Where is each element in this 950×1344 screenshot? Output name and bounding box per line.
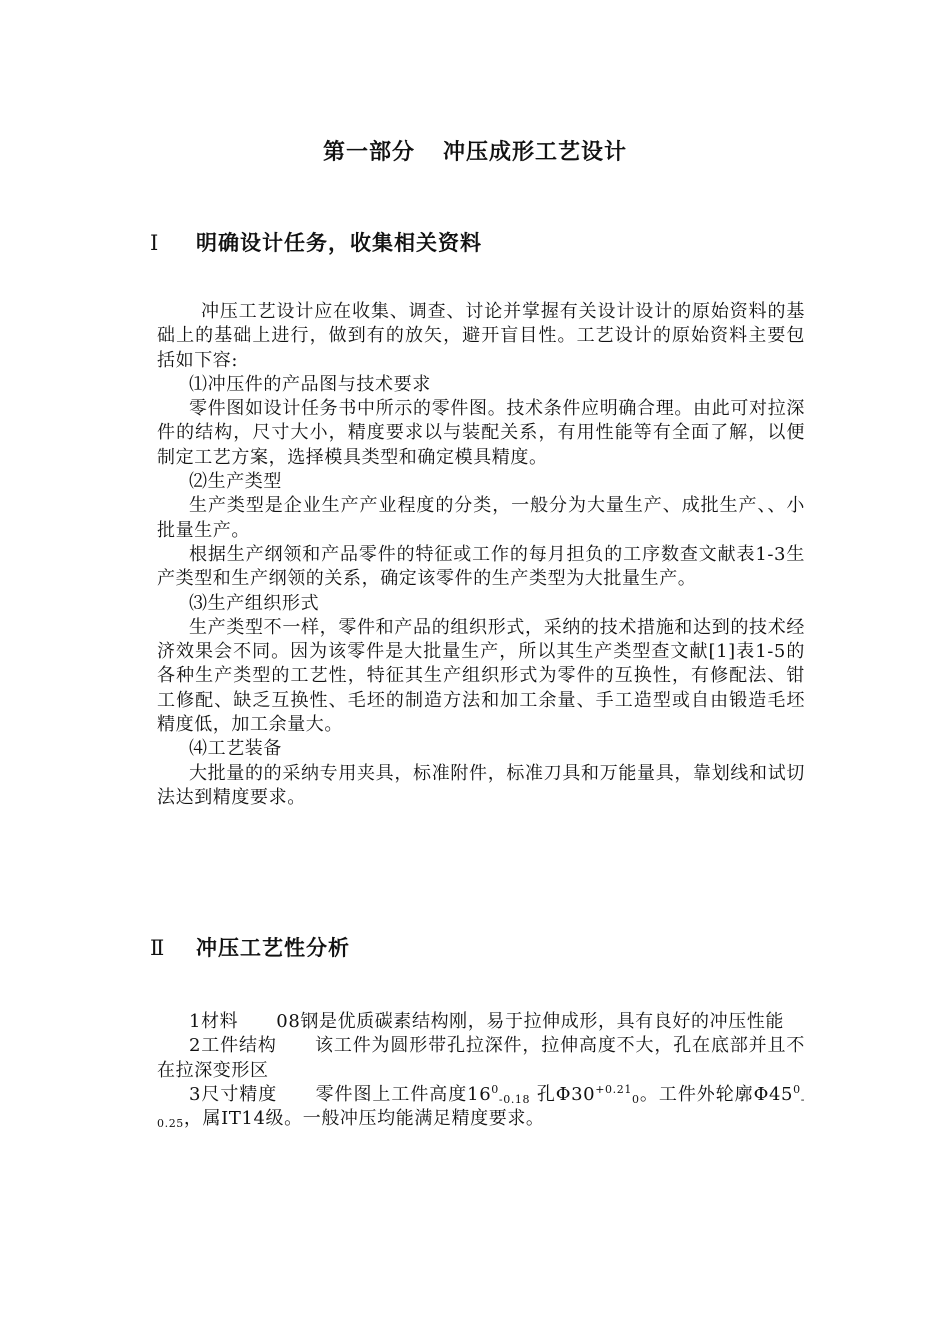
material-label: 1材料 [189,1011,239,1032]
precision-text-b: 孔Φ30 [536,1083,596,1105]
precision-text-c: 。工件外轮廓Φ45 [639,1083,794,1105]
tolerance-upper-1: 0 [491,1082,499,1096]
tolerance-lower-3: -0.25 [157,1092,806,1131]
title-part: 第一部分 [322,140,415,165]
precision-label: 3尺寸精度 [189,1083,278,1105]
page-title [0,135,950,166]
section-2-body [157,1010,805,1131]
section-2-title: 冲压工艺性分析 [196,936,350,960]
item-4-title: ⑷工艺装备 [189,738,282,760]
item-4-paragraph: 大批量的的采纳专用夹具，标准附件，标准刀具和万能量具，靠划线和试切法达到精度要求。 [157,762,805,808]
precision-text-d: ，属IT14级。一般冲压均能满足精度要求。 [183,1108,545,1130]
item-2-paragraph-2: 根据生产纲领和产品零件的特征或工作的每月担负的工序数查文献表1-3生产类型和生产纲领的关系，确定该零件的生产类型为大批量生产。 [157,543,805,590]
precision-text-a: 零件图上工件高度16 [315,1083,492,1105]
tolerance-upper-3: 0 [793,1082,801,1096]
item-1-paragraph: 零件图如设计任务书中所示的零件图。技术条件应明确合理。由此可对拉深件的结构，尺寸大小，精度要求以与装配关系，有用性能等有全面了解，以便制定工艺方案，选择模具类型和确定模具精度。 [157,398,805,468]
intro-paragraph: 冲压工艺设计应在收集、调查、讨论并掌握有关设计设计的原始资料的基础上的基础上进行，做到有的放矢，避开盲目性。工艺设计的原始资料主要包括如下容: [157,301,805,371]
structure-paragraph [157,1034,805,1083]
section-2-number: Ⅱ [150,936,166,960]
material-paragraph [157,1010,805,1034]
structure-text: 该工件为圆形带孔拉深件，拉伸高度不大，孔在底部并且不在拉深变形区 [157,1035,805,1081]
item-2-title: ⑵生产类型 [189,471,282,493]
section-1-body [157,300,805,810]
structure-label: 2工件结构 [189,1035,277,1057]
section-1-heading [150,227,482,257]
tolerance-upper-2: +0.21 [595,1082,632,1096]
item-2-paragraph-1: 生产类型是企业生产产业程度的分类，一般分为大量生产、成批生产、、小批量生产。 [157,495,805,541]
section-2-heading [150,932,350,962]
tolerance-lower-2: 0 [631,1092,640,1106]
section-1-number: Ⅰ [150,231,160,255]
material-text: 08钢是优质碳素结构刚，易于拉伸成形，具有良好的冲压性能 [276,1011,784,1032]
section-1-title: 明确设计任务，收集相关资料 [196,231,482,255]
item-1-title: ⑴冲压件的产品图与技术要求 [189,373,431,395]
title-text: 冲压成形工艺设计 [443,140,628,165]
tolerance-lower-1: -0.18 [498,1092,531,1106]
precision-paragraph [157,1083,805,1132]
item-3-paragraph: 生产类型不一样，零件和产品的组织形式，采纳的技术措施和达到的技术经济效果会不同。因为该零件是大批量生产，所以其生产类型查文献[1]表1-5的各种生产类型的工艺性，特征其生产组织形式为零件的互换性，有修配法、钳工修配、缺乏互换性、毛坯的制造方法和加工余量、手工造型或自由锻造毛坯精度低，加工余量大。 [157,616,805,736]
item-3-title: ⑶生产组织形式 [189,592,320,614]
